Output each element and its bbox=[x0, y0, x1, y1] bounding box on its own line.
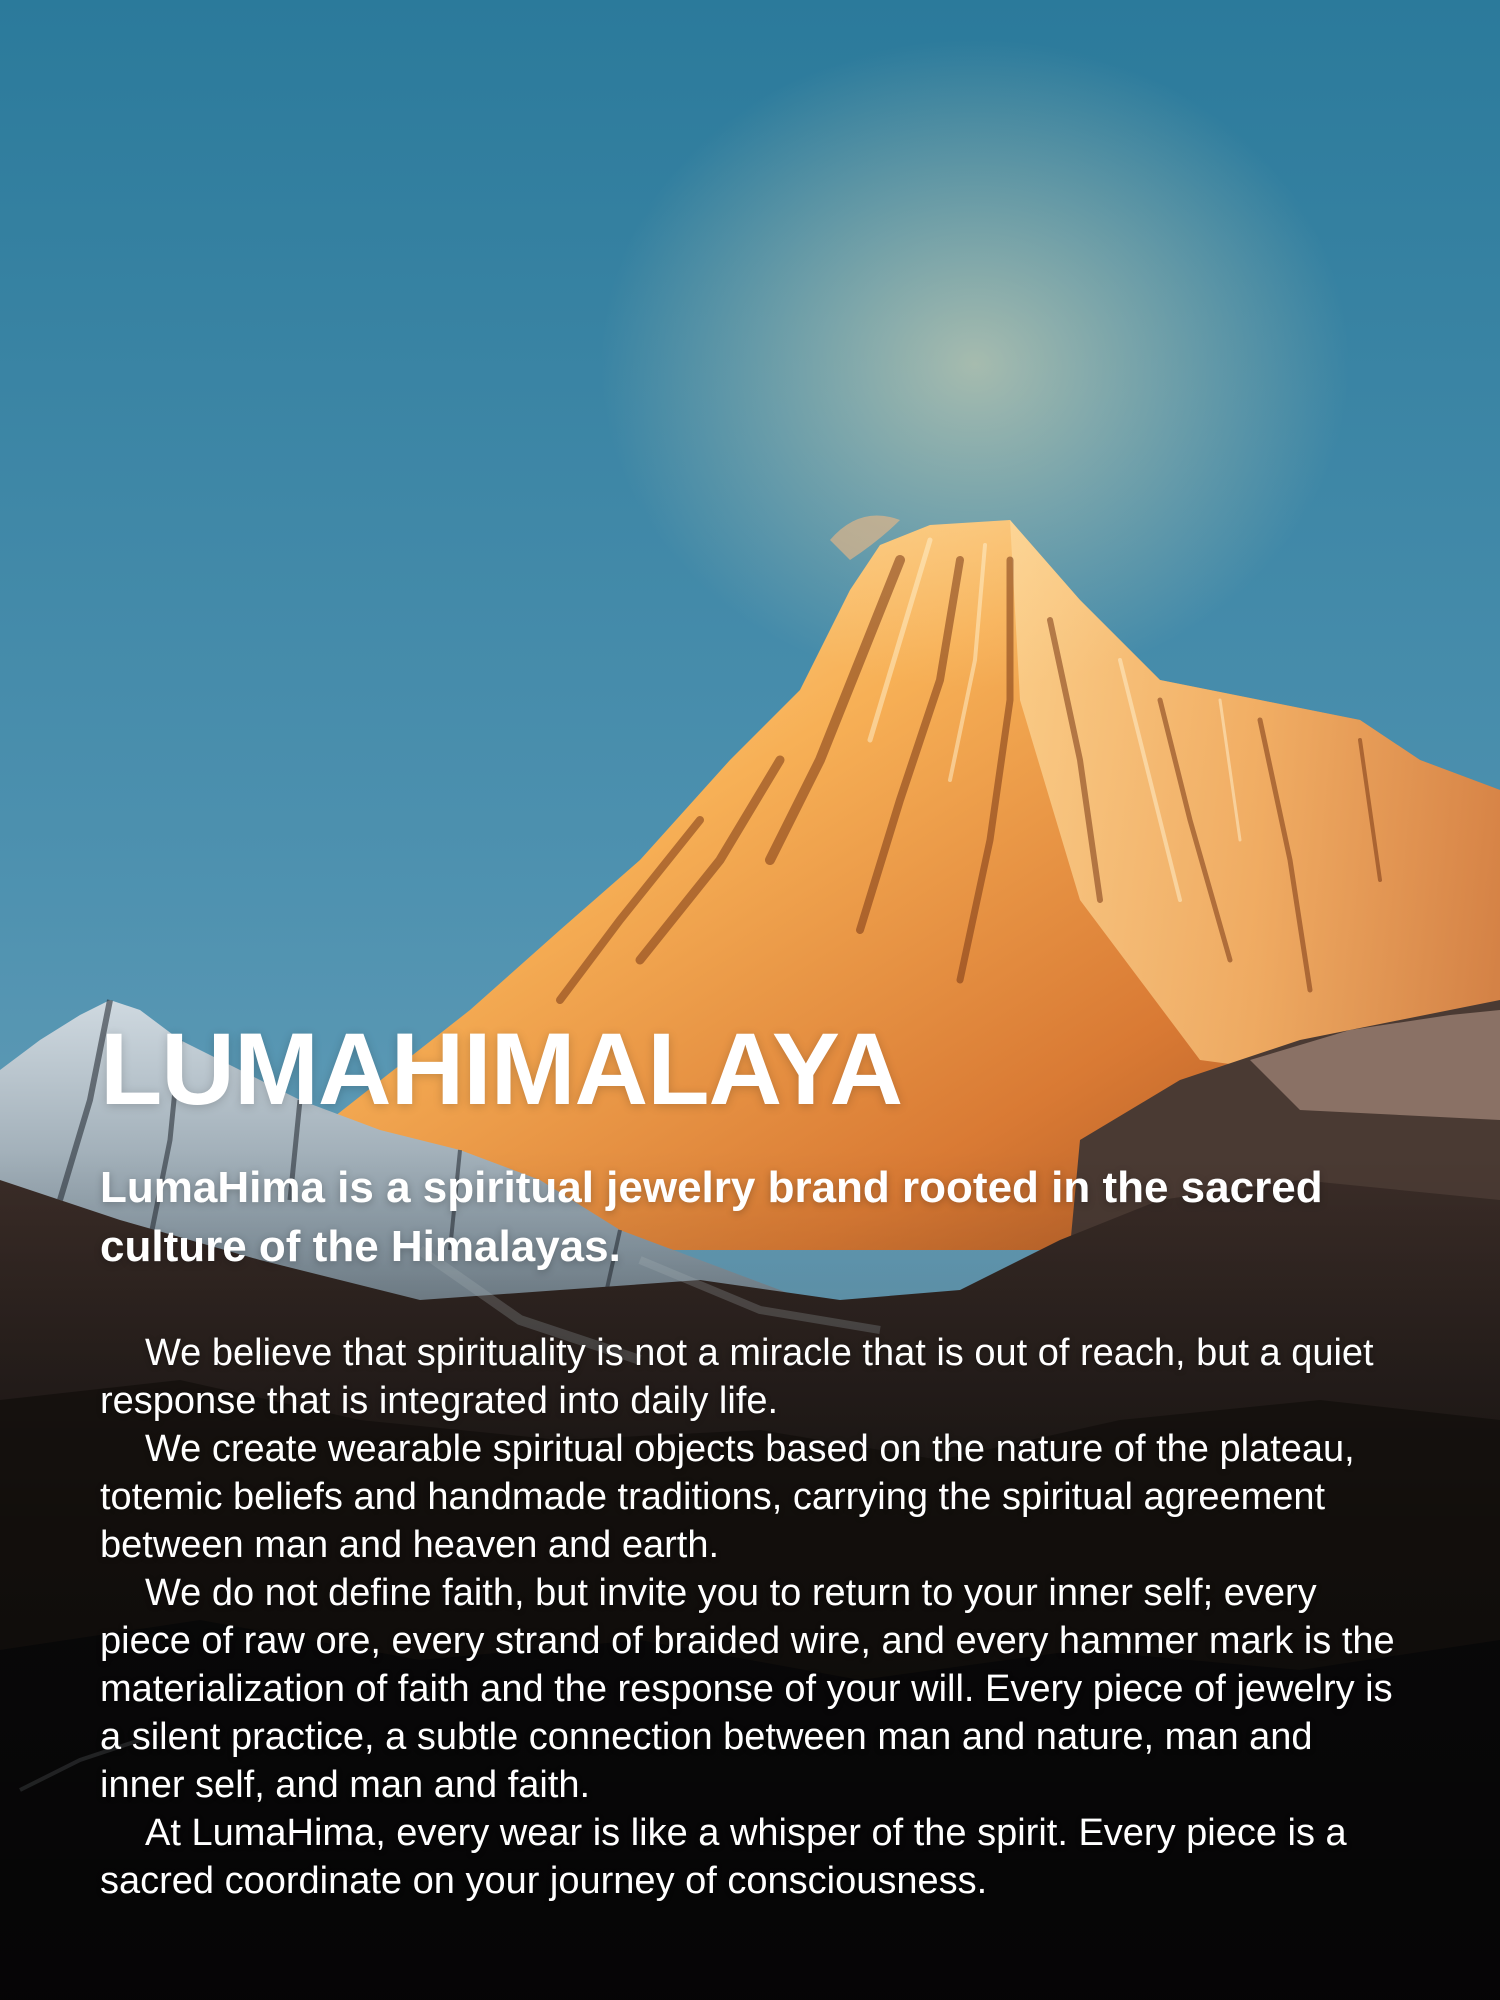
brand-title: LUMAHIMALAYA bbox=[100, 1012, 903, 1126]
brand-story bbox=[100, 1329, 1400, 1905]
brand-tagline: LumaHima is a spiritual jewelry brand rooted in the sacred culture of the Himalayas. bbox=[100, 1163, 1323, 1271]
story-paragraph: At LumaHima, every wear is like a whisper of the spirit. Every piece is a sacred coordinate on your journey of consciousness. bbox=[100, 1812, 1347, 1902]
story-paragraph: We create wearable spiritual objects based on the nature of the plateau, totemic beliefs and handmade traditions, carrying the spiritual agreement between man and heaven and earth. bbox=[100, 1428, 1355, 1566]
story-paragraph: We believe that spirituality is not a miracle that is out of reach, but a quiet response that is integrated into daily life. bbox=[100, 1332, 1374, 1422]
hero-content bbox=[100, 1010, 1420, 1905]
story-paragraph: We do not define faith, but invite you to return to your inner self; every piece of raw ore, every strand of braided wire, and every hammer mark is the materialization of faith and the response of your will. Every piece of jewelry is a silent practice, a subtle connection between man and nature, man and inner self, and man and faith. bbox=[100, 1572, 1395, 1806]
